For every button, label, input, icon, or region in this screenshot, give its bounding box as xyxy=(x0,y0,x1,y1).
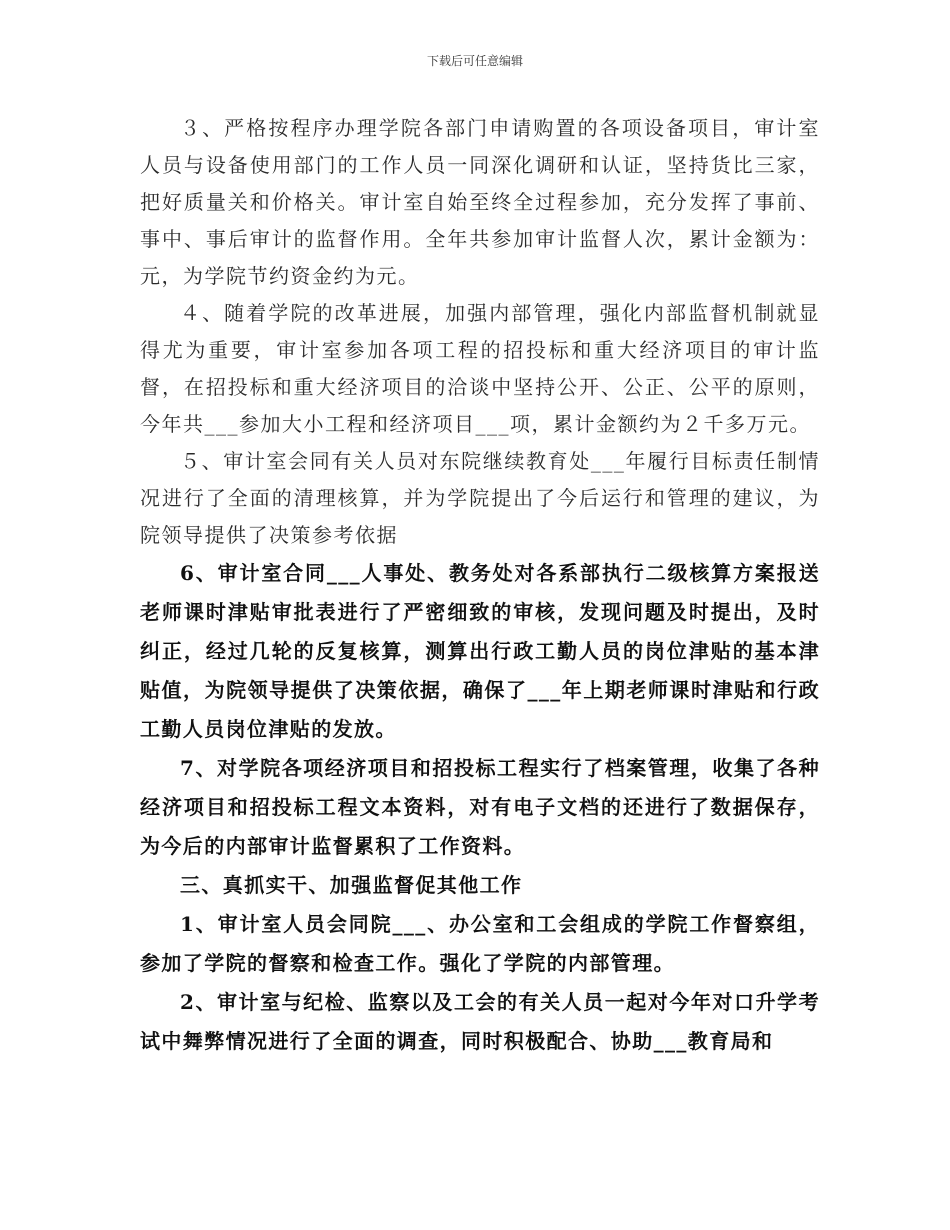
paragraph-item-5: ５、审计室会同有关人员对东院继续教育处___年履行目标责任制情况进行了全面的清理核算，并为学院提出了今后运行和管理的建议，为院领导提供了决策参考依据 xyxy=(140,449,820,547)
paragraph-section3-item-2: 2、审计室与纪检、监察以及工会的有关人员一起对今年对口升学考试中舞弊情况进行了全面的调查，同时积极配合、协助___教育局和 xyxy=(140,990,820,1053)
paragraph-section3-item-1: 1、审计室人员会同院___、办公室和工会组成的学院工作督察组，参加了学院的督察和检查工作。强化了学院的内部管理。 xyxy=(140,912,820,975)
paragraph-item-4: ４、随着学院的改革进展，加强内部管理，强化内部监督机制就显得尤为重要，审计室参加各项工程的招投标和重大经济项目的审计监督，在招投标和重大经济项目的洽谈中坚持公开、公正、公平的原则，今年共___参加大小工程和经济项目___项，累计金额约为２千多万元。 xyxy=(140,301,820,436)
paragraph-item-6: 6、审计室合同___人事处、教务处对各系部执行二级核算方案报送老师课时津贴审批表进行了严密细致的审核，发现问题及时提出，及时纠正，经过几轮的反复核算，测算出行政工勤人员的岗位津贴的基本津贴值，为院领导提供了决策依据，确保了___年上期老师课时津贴和行政工勤人员岗位津贴的发放。 xyxy=(140,561,820,741)
section-heading-3: 三、真抓实干、加强监督促其他工作 xyxy=(180,873,523,897)
paragraph-item-7: 7、对学院各项经济项目和招投标工程实行了档案管理，收集了各种经济项目和招投标工程文本资料，对有电子文档的还进行了数据保存，为今后的内部审计监督累积了工作资料。 xyxy=(140,756,820,858)
document-body xyxy=(140,110,820,1061)
page-header: 下载后可任意编辑 xyxy=(426,54,523,68)
paragraph-item-3: ３、严格按程序办理学院各部门申请购置的各项设备项目，审计室人员与设备使用部门的工作人员一同深化调研和认证，坚持货比三家，把好质量关和价格关。审计室自始至终全过程参加，充分发挥了事前、事中、事后审计的监督作用。全年共参加审计监督人次，累计金额为：元，为学院节约资金约为元。 xyxy=(140,116,820,288)
